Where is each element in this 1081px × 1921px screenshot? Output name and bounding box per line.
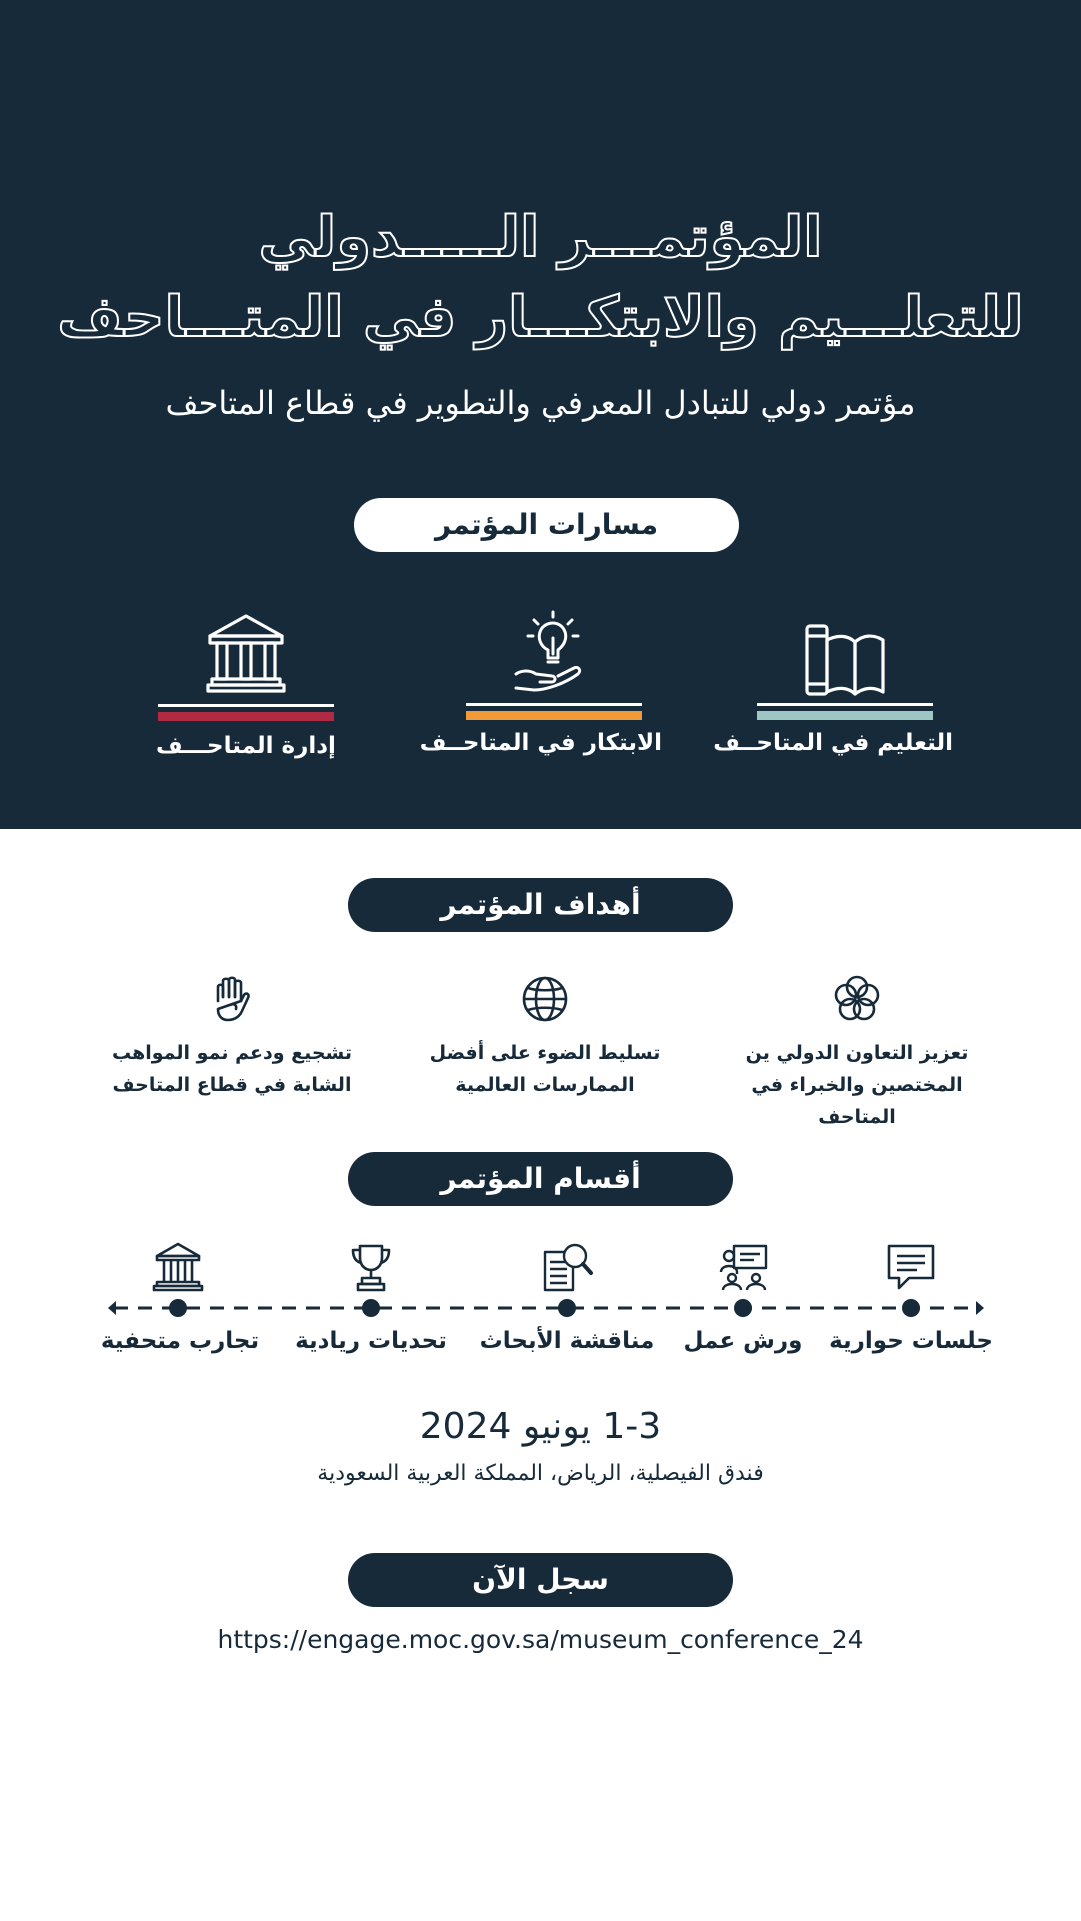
track-education-color-bar	[757, 711, 933, 720]
timeline-arrow-right	[976, 1301, 984, 1315]
conference-subtitle: مؤتمر دولي للتبادل المعرفي والتطوير في قطاع المتاحف	[165, 384, 916, 422]
research-magnifier-icon	[545, 1245, 591, 1290]
timeline-graphic	[0, 1230, 1081, 1390]
museum-icon	[154, 1244, 202, 1290]
register-button[interactable]: سجل الآن	[348, 1553, 733, 1607]
timeline-dot-dialogues	[902, 1299, 920, 1317]
section-label-workshops: ورش عمل	[683, 1328, 803, 1354]
track-innovation-label: الابتكار في المتاحــف	[419, 730, 662, 756]
workshop-group-icon	[721, 1246, 766, 1290]
event-date: 1-3 يونيو 2024	[419, 1406, 662, 1447]
track-innovation	[419, 608, 662, 768]
register-url-link[interactable]: https://engage.moc.gov.sa/museum_conference_24	[217, 1625, 864, 1654]
goal-best-practices-line2: الممارسات العالمية	[455, 1074, 635, 1096]
section-label-challenges: تحديات ريادية	[295, 1328, 447, 1354]
goal-talents-text	[102, 1037, 362, 1101]
sections-timeline	[0, 1230, 1081, 1390]
open-book-icon	[803, 622, 887, 698]
goals-heading: أهداف المؤتمر	[348, 878, 733, 932]
goal-cooperation-line2: المختصين والخبراء في المتاحف	[751, 1074, 963, 1128]
timeline-dot-workshops	[734, 1299, 752, 1317]
track-innovation-rule	[466, 703, 642, 706]
timeline-dot-challenges	[362, 1299, 380, 1317]
hero-section	[0, 0, 1081, 829]
timeline-dot-research	[558, 1299, 576, 1317]
track-management	[158, 608, 334, 768]
goal-cooperation	[727, 975, 987, 1128]
timeline-dot-museum-experiences	[169, 1299, 187, 1317]
trophy-icon	[353, 1246, 389, 1290]
track-management-rule	[158, 704, 334, 707]
track-education-rule	[757, 703, 933, 706]
event-venue: فندق الفيصلية، الرياض، المملكة العربية السعودية	[317, 1461, 764, 1486]
section-label-museum-experiences: تجارب متحفية	[100, 1328, 260, 1354]
track-innovation-color-bar	[466, 711, 642, 720]
track-management-label: إدارة المتاحـــف	[156, 733, 336, 759]
goal-best-practices-line1: تسليط الضوء على أفضل	[429, 1042, 661, 1064]
section-label-research: مناقشة الأبحاث	[479, 1328, 655, 1354]
globe-icon	[521, 975, 569, 1023]
timeline-arrow-left	[108, 1301, 116, 1315]
raised-hand-icon	[208, 975, 256, 1023]
track-education-label: التعليم في المتاحــف	[713, 730, 953, 756]
goal-talents	[102, 975, 362, 1105]
track-education	[713, 608, 953, 768]
goal-best-practices-text	[415, 1037, 675, 1101]
goal-cooperation-text	[727, 1037, 987, 1133]
section-label-dialogues: جلسات حوارية	[829, 1328, 993, 1354]
goal-talents-line2: الشابة في قطاع المتاحف	[112, 1074, 352, 1096]
conference-title-line2: للتعلـــيم والابتكـــار في المتـــاحف	[57, 285, 1024, 350]
goal-best-practices	[415, 975, 675, 1105]
lightbulb-hand-icon	[512, 610, 596, 694]
chat-bubble-icon	[889, 1246, 933, 1288]
conference-title-line1: المؤتمـــر الـــــدولي	[258, 205, 823, 270]
goal-talents-line1: تشجيع ودعم نمو المواهب	[111, 1042, 353, 1064]
sections-heading: أقسام المؤتمر	[348, 1152, 733, 1206]
track-management-color-bar	[158, 712, 334, 721]
museum-building-icon	[204, 612, 288, 696]
flower-network-icon	[833, 975, 881, 1023]
goal-cooperation-line1: تعزيز التعاون الدولي ين	[745, 1042, 969, 1064]
tracks-heading: مسارات المؤتمر	[354, 498, 739, 552]
